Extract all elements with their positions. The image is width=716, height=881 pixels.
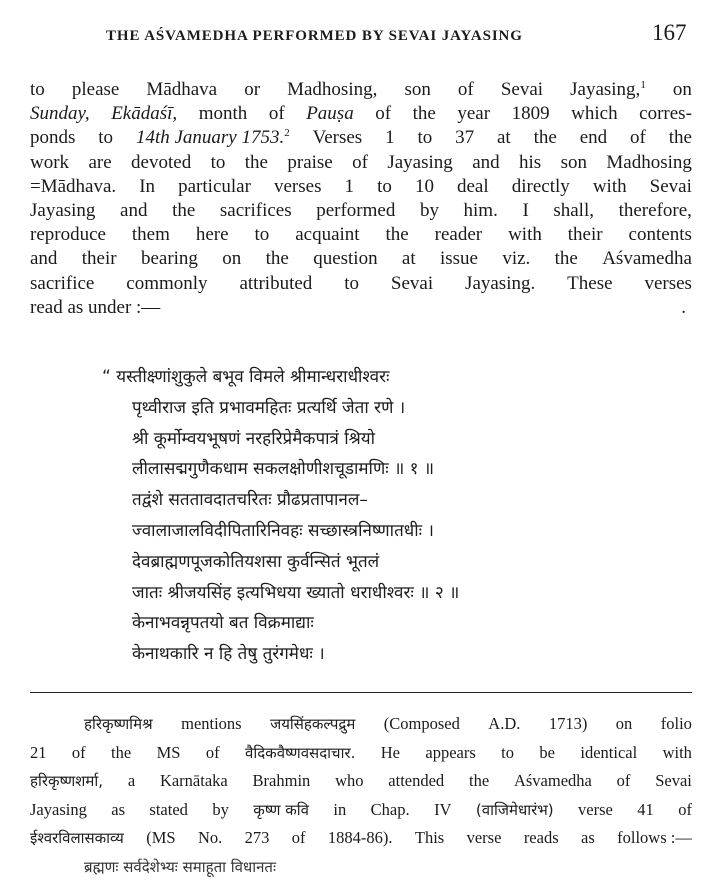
word: 273 [245,824,270,853]
word: devoted [131,151,191,175]
word: verses [644,272,691,296]
word: Karnātaka [160,767,228,796]
word: to [254,223,269,247]
word: 1 [345,175,355,199]
word: reader [435,223,482,247]
word: (Composed [384,710,460,739]
word: 10 [415,175,434,199]
word: the [172,199,195,223]
word: the [555,247,578,271]
word: acquaint [295,223,359,247]
word: contents [629,223,692,247]
word: Chap. [371,796,410,825]
word: deal [457,175,489,199]
word: In [139,175,155,199]
word: which [571,102,617,126]
word: of [206,739,220,768]
word: attended [388,767,444,796]
word: 37 [455,126,474,150]
word: Ekādaśī, [111,102,177,126]
footnote-line-3 [30,767,692,796]
word-with-footnote-ref [136,126,290,150]
word: of [678,796,692,825]
word: and [472,151,499,175]
word: appears [425,739,475,768]
verse-line: ज्वालाजालविदीपितारिनिवहः सच्छास्त्रनिष्णातधीः । [132,516,672,547]
word: 21 [30,739,47,768]
word: IV [434,796,451,825]
body-line-2 [30,102,692,126]
word: the [111,739,131,768]
word: identical [580,739,637,768]
verse-line: पृथ्वीराज इति प्रभावमहितः प्रत्यर्थि जेता रणे । [132,393,672,424]
word: question [313,247,377,271]
word: son [561,151,587,175]
word: A.D. [488,710,520,739]
word: =Mādhava. [30,175,116,199]
word: I [522,199,528,223]
word: to [211,151,226,175]
verse-line: श्री कूर्मोम्वयभूषणं नरहरिप्रेमैकपात्रं श्रियो [132,424,672,455]
word: folio [661,710,692,739]
verse-line-partial: ब्रह्मणः सर्वदेशेभ्यः समाहूता विधानतः [84,853,276,881]
word: praise [287,151,332,175]
word: to [377,175,392,199]
footnote-1 [30,710,692,881]
word: read as under :— [30,296,160,320]
word: with [508,223,542,247]
word: shall, [553,199,594,223]
word: Verses [313,126,363,150]
word: therefore, [619,199,692,223]
word: of [352,151,368,175]
word: him. [464,199,498,223]
footnote-divider [30,692,692,693]
word: viz. [502,247,530,271]
verse-line: देवब्राह्मणपूजकोतियशसा कुर्वन्सितं भूतलं [132,547,672,578]
word: Sevai [391,272,433,296]
word: attributed [239,272,312,296]
word: Aśvamedha [602,247,692,271]
footnote-line-2 [30,739,692,768]
word: to [98,126,113,150]
body-paragraph [30,78,692,320]
word: bearing [141,247,198,271]
word: end [580,126,607,150]
word: reproduce [30,223,106,247]
body-line-10 [30,296,692,320]
word: are [88,151,111,175]
word: here [196,223,229,247]
word: follows :— [617,824,692,853]
word: of [458,78,474,102]
word: performed [316,199,395,223]
footnote-ref-1: 1 [640,79,646,91]
running-header [0,20,716,54]
page-number: 167 [652,20,687,46]
word: or [244,78,260,102]
verse-line: लीलासद्मगुणैकधाम सकलक्षोणीशचूडामणिः ॥ १ ॥ [132,454,672,485]
word: at [402,247,416,271]
word: issue [440,247,478,271]
word: Brahmin [253,767,311,796]
word: son [404,78,430,102]
word: to [417,126,432,150]
word: mentions [181,710,242,739]
word: This [415,824,444,853]
word: 1884-86). [328,824,393,853]
word: stated [149,796,188,825]
word: a [128,767,135,796]
word: work [30,151,69,175]
footnote-line-6-cut-off [30,853,692,881]
verse-line: केनाभवन्नृपतयो बत विक्रमाद्याः [132,608,672,639]
word: Madhosing [606,151,692,175]
word: by [420,199,439,223]
word: He [381,739,400,768]
word: verse [467,824,502,853]
word: the [386,223,409,247]
word: by [212,796,229,825]
word: in [333,796,346,825]
word: of [72,739,86,768]
word: 1713) [549,710,588,739]
word: the [469,767,489,796]
body-line-1 [30,78,692,102]
word: of [292,824,306,853]
word: the [266,247,289,271]
word: on [222,247,241,271]
word: be [539,739,555,768]
word: हरिकृष्णमिश्र [84,710,153,739]
word: sacrifice [30,272,94,296]
word-with-footnote-ref [570,78,646,102]
word: 1 [385,126,395,150]
word: of [617,767,631,796]
word: Jayasing, [570,79,640,100]
word: on [616,710,633,739]
body-line-8 [30,247,692,271]
word: ponds [30,126,75,150]
word: year [457,102,490,126]
word: with [663,739,692,768]
word: (MS [146,824,175,853]
word: sacrifices [220,199,292,223]
word: particular [178,175,251,199]
word: Jayasing [387,151,452,175]
word: Pauṣa [306,102,354,126]
word: the [245,151,268,175]
word: verse [578,796,613,825]
footnote-line-5 [30,824,692,853]
word: verses [274,175,321,199]
footnote-line-1 [30,710,692,739]
word: as [581,824,595,853]
word: to [30,78,45,102]
word: his [519,151,541,175]
word: of [269,102,285,126]
word: Sevai [501,78,543,102]
word: and [120,199,147,223]
word: Aśvamedha [514,767,592,796]
word: them [132,223,170,247]
word: कृष्ण कवि [253,796,309,825]
word: Jayasing [30,796,87,825]
body-line-3 [30,126,692,150]
word: Mādhava [146,78,217,102]
date-italic: 14th January 1753. [136,127,284,148]
word: Sunday, [30,102,90,126]
word: directly [512,175,570,199]
word: Jayasing [30,199,95,223]
word: as [111,796,125,825]
word: the [669,126,692,150]
word: commonly [126,272,207,296]
footnote-line-4 [30,796,692,825]
word: month [199,102,248,126]
word: with [593,175,627,199]
word: to [344,272,359,296]
verse-line: “ यस्तीक्ष्णांशुकुले बभूव विमले श्रीमान्धराधीश्वरः [102,362,672,393]
word: who [335,767,363,796]
word: ईश्वरविलासकाव्य [30,824,124,853]
word: (वाजिमेधारंभ) [476,796,554,825]
word: the [534,126,557,150]
word: of [630,126,646,150]
verse-line: जातः श्रीजयसिंह इत्यभिधया ख्यातो धराधीश्वरः ॥ २ ॥ [132,578,672,609]
verse-line: केनाथकारि न हि तेषु तुरंगमेधः । [132,639,672,670]
word: No. [198,824,222,853]
word: वैदिकवैष्णवसदाचार. [245,739,355,768]
word: the [413,102,436,126]
body-line-4 [30,151,692,175]
word: at [497,126,511,150]
word: Sevai [650,175,692,199]
word: MS [157,739,181,768]
word: their [568,223,603,247]
word: corres- [639,102,692,126]
body-line-5 [30,175,692,199]
word: 1809 [512,102,550,126]
word: and [30,247,57,271]
stray-dot: . [681,296,686,320]
word: जयसिंहकल्पद्रुम [270,710,355,739]
word: to [501,739,514,768]
sanskrit-verses [112,362,672,670]
footnote-ref-2: 2 [284,127,290,139]
running-title: THE AŚVAMEDHA PERFORMED BY SEVAI JAYASING [106,28,523,45]
word: on [673,78,692,102]
body-line-9 [30,272,692,296]
word: Madhosing, [287,78,377,102]
word: हरिकृष्णशर्मा, [30,767,103,796]
word: Jayasing. [465,272,535,296]
word: please [72,78,119,102]
body-line-7 [30,223,692,247]
word: reads [524,824,559,853]
word: Sevai [655,767,692,796]
word: their [82,247,117,271]
word: These [567,272,612,296]
word: 41 [637,796,654,825]
word: of [375,102,391,126]
verse-line: तद्वंशे सततावदातचरितः प्रौढप्रतापानल– [132,485,672,516]
body-line-6 [30,199,692,223]
